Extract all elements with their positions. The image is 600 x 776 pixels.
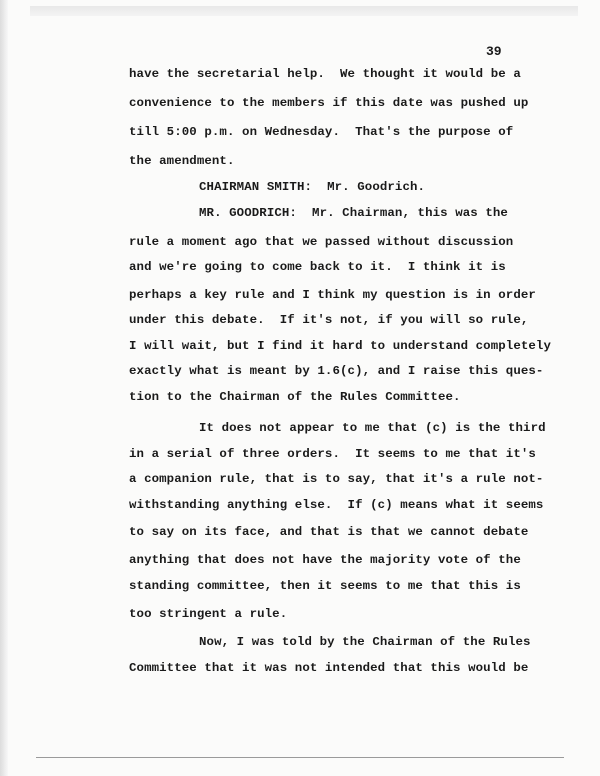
page-bottom-rule <box>36 757 564 758</box>
text-line: Committee that it was not intended that this would be <box>129 661 529 675</box>
text-line: convenience to the members if this date was pushed up <box>129 96 529 110</box>
text-line: till 5:00 p.m. on Wednesday. That's the purpose of <box>129 125 514 139</box>
paragraph-first-line: Now, I was told by the Chairman of the Rules <box>199 635 531 649</box>
text-line: under this debate. If it's not, if you will so rule, <box>129 313 529 327</box>
text-line: the amendment. <box>129 154 235 168</box>
text-line: have the secretarial help. We thought it would be a <box>129 67 521 81</box>
text-line: tion to the Chairman of the Rules Committee. <box>129 390 461 404</box>
speaker-line: MR. GOODRICH: Mr. Chairman, this was the <box>199 206 508 220</box>
text-line: to say on its face, and that is that we cannot debate <box>129 525 529 539</box>
text-line: perhaps a key rule and I think my question is in order <box>129 288 536 302</box>
text-line: exactly what is meant by 1.6(c), and I raise this ques- <box>129 364 544 378</box>
text-line: standing committee, then it seems to me that this is <box>129 579 521 593</box>
text-line: a companion rule, that is to say, that it's a rule not- <box>129 472 544 486</box>
text-line: and we're going to come back to it. I think it is <box>129 260 506 274</box>
paragraph-first-line: It does not appear to me that (c) is the third <box>199 421 546 435</box>
text-line: withstanding anything else. If (c) means what it seems <box>129 498 544 512</box>
text-line: rule a moment ago that we passed without discussion <box>129 235 514 249</box>
text-line: too stringent a rule. <box>129 607 288 621</box>
text-line: anything that does not have the majority vote of the <box>129 553 521 567</box>
scan-left-edge <box>0 0 8 776</box>
text-line: in a serial of three orders. It seems to me that it's <box>129 447 536 461</box>
page-number: 39 <box>486 44 502 59</box>
scan-top-artifact <box>30 6 578 16</box>
speaker-line: CHAIRMAN SMITH: Mr. Goodrich. <box>199 180 426 194</box>
text-line: I will wait, but I find it hard to understand completely <box>129 339 551 353</box>
